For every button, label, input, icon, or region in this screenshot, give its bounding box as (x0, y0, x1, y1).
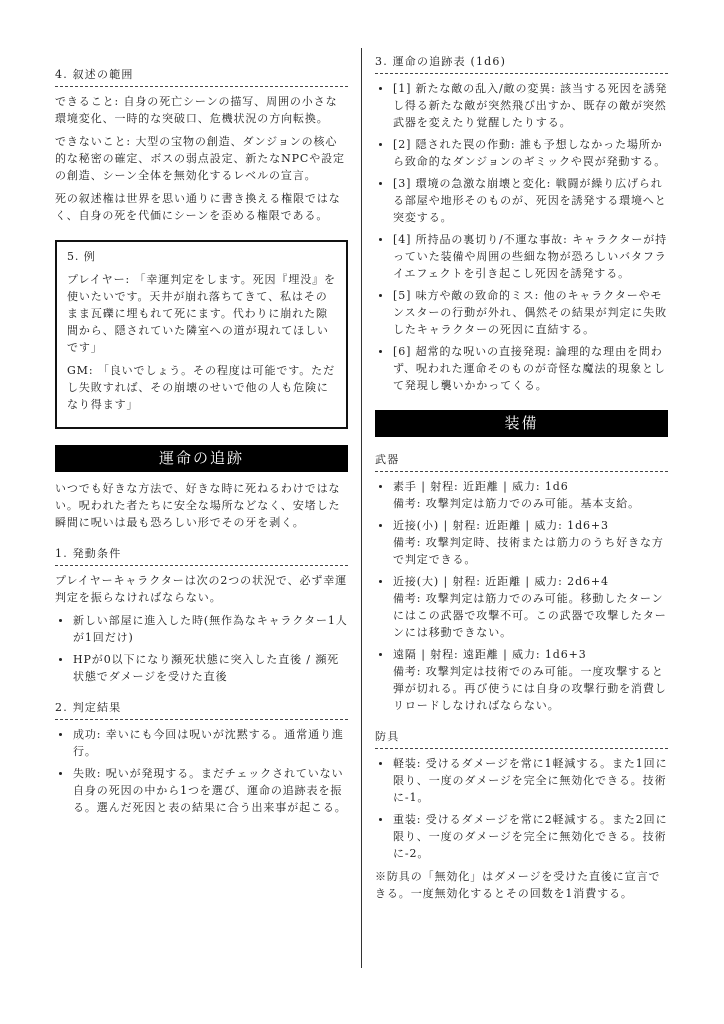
right-column (375, 53, 668, 902)
trigger-text: プレイヤーキャラクターは次の2つの状況で、必ず幸運判定を振らなければならない。 (55, 574, 348, 604)
weapon-item (375, 478, 668, 512)
list-item: [1] 新たな敵の乱入/敵の変異: 該当する死因を誘発し得る新たな敵が突然飛び出すか、既存の敵が突然武器を変えたり覚醒したりする。 (375, 80, 668, 131)
fate-intro: いつでも好きな方法で、好きな時に死ねるわけではない。呪われた者たちに安全な場所などなく、安堵した瞬間に呪いは最も恐ろしい形でその牙を剥く。 (55, 482, 341, 529)
weapon-note: 備考: 攻撃判定時、技術または筋力のうち好きな方で判定できる。 (393, 536, 664, 566)
left-column (55, 66, 348, 821)
fate-banner: 運命の追跡 (55, 445, 348, 472)
weapon-item (375, 517, 668, 568)
example-box (55, 240, 348, 429)
example-gm: GM: 「良いでしょう。その程度は可能です。ただし失敗すれば、その崩壊のせいで他の人も危険になり得ます」 (67, 364, 335, 411)
list-item: [5] 味方や敵の致命的ミス: 他のキャラクターやモンスターの行動が外れ、偶然その結果が判定に失敗したキャラクターの死因に直結する。 (375, 287, 668, 338)
section-heading-result: 2. 判定結果 (55, 699, 348, 720)
weapon-stats: 近接(小) | 射程: 近距離 | 威力: 1d6+3 (393, 519, 609, 532)
result-list (55, 726, 348, 816)
list-item: [2] 隠された罠の作動: 誰も予想しなかった場所から致命的なダンジョンのギミックや罠が発動する。 (375, 136, 668, 170)
weapon-stats: 近接(大) | 射程: 近距離 | 威力: 2d6+4 (393, 575, 609, 588)
list-item: [6] 超常的な呪いの直接発現: 論理的な理由を問わず、呪われた運命そのものが奇怪な魔法的現象として発現し襲いかかってくる。 (375, 343, 668, 394)
trigger-list (55, 612, 348, 685)
paragraph: 死の叙述権は世界を思い通りに書き換える権限ではなく、自身の死を代価にシーンを歪める権限である。 (55, 192, 341, 222)
weapon-note: 備考: 攻撃判定は筋力でのみ可能。基本支給。 (393, 497, 641, 510)
list-item: 失敗: 呪いが発現する。まだチェックされていない自身の死因の中から1つを選び、運命の追跡表を振る。選んだ死因と表の結果に合う出来事が起こる。 (55, 765, 348, 816)
list-item: [4] 所持品の裏切り/不運な事故: キャラクターが持っていた装備や周囲の些細な物が恐ろしいバタフライエフェクトを引き起こし死因を誘発する。 (375, 231, 668, 282)
paragraph: できないこと: 大型の宝物の創造、ダンジョンの核心的な秘密の確定、ボスの弱点設定、新たなNPCや設定の創造、シーン全体を無効化するレベルの宣言。 (55, 135, 345, 182)
list-item: 新しい部屋に進入した時(無作為なキャラクター1人が1回だけ) (55, 612, 348, 646)
section-heading-table: 3. 運命の追跡表 (1d6) (375, 53, 668, 74)
weapon-note: 備考: 攻撃判定は技術でのみ可能。一度攻撃すると弾が切れる。再び使うには自身の攻撃行動を消費しリロードしなければならない。 (393, 665, 667, 712)
weapon-stats: 遠隔 | 射程: 遠距離 | 威力: 1d6+3 (393, 648, 587, 661)
example-heading: 5. 例 (67, 250, 96, 263)
list-item: [3] 環境の急激な崩壊と変化: 戦闘が繰り広げられる部屋や地形そのものが、死因を誘発する環境へと突変する。 (375, 175, 668, 226)
paragraph: できること: 自身の死亡シーンの描写、周囲の小さな環境変化、一時的な突破口、危機状況の方向転換。 (55, 95, 338, 125)
equipment-banner: 装備 (375, 410, 668, 437)
section-heading-armor: 防具 (375, 728, 668, 749)
list-item: 重装: 受けるダメージを常に2軽減する。また2回に限り、一度のダメージを完全に無効化できる。技術に-2。 (375, 811, 668, 862)
weapon-note: 備考: 攻撃判定は筋力でのみ可能。移動したターンにはこの武器で攻撃不可。この武器で攻撃したターンには移動できない。 (393, 592, 667, 639)
fate-table-list (375, 80, 668, 394)
section-heading-weapons: 武器 (375, 451, 668, 472)
weapon-item (375, 573, 668, 641)
list-item: HPが0以下になり瀕死状態に突入した直後 / 瀕死状態でダメージを受けた直後 (55, 651, 348, 685)
section-heading-trigger: 1. 発動条件 (55, 545, 348, 566)
weapons-list (375, 478, 668, 714)
armor-list (375, 755, 668, 862)
list-item: 成功: 幸いにも今回は呪いが沈黙する。通常通り進行。 (55, 726, 348, 760)
section-heading-scope: 4. 叙述の範囲 (55, 66, 348, 87)
armor-note: ※防具の「無効化」はダメージを受けた直後に宣言できる。一度無効化するとその回数を1消費する。 (375, 870, 661, 900)
weapon-item (375, 646, 668, 714)
example-player: プレイヤー: 「幸運判定をします。死因『埋没』を使いたいです。天井が崩れ落ちてきて、私はそのまま瓦礫に埋もれて死にます。代わりに崩れた隙間から、隠されていた隣室への道が現れてほしいです」 (67, 273, 336, 354)
weapon-stats: 素手 | 射程: 近距離 | 威力: 1d6 (393, 480, 569, 493)
column-divider (361, 48, 362, 968)
list-item: 軽装: 受けるダメージを常に1軽減する。また1回に限り、一度のダメージを完全に無効化できる。技術に-1。 (375, 755, 668, 806)
